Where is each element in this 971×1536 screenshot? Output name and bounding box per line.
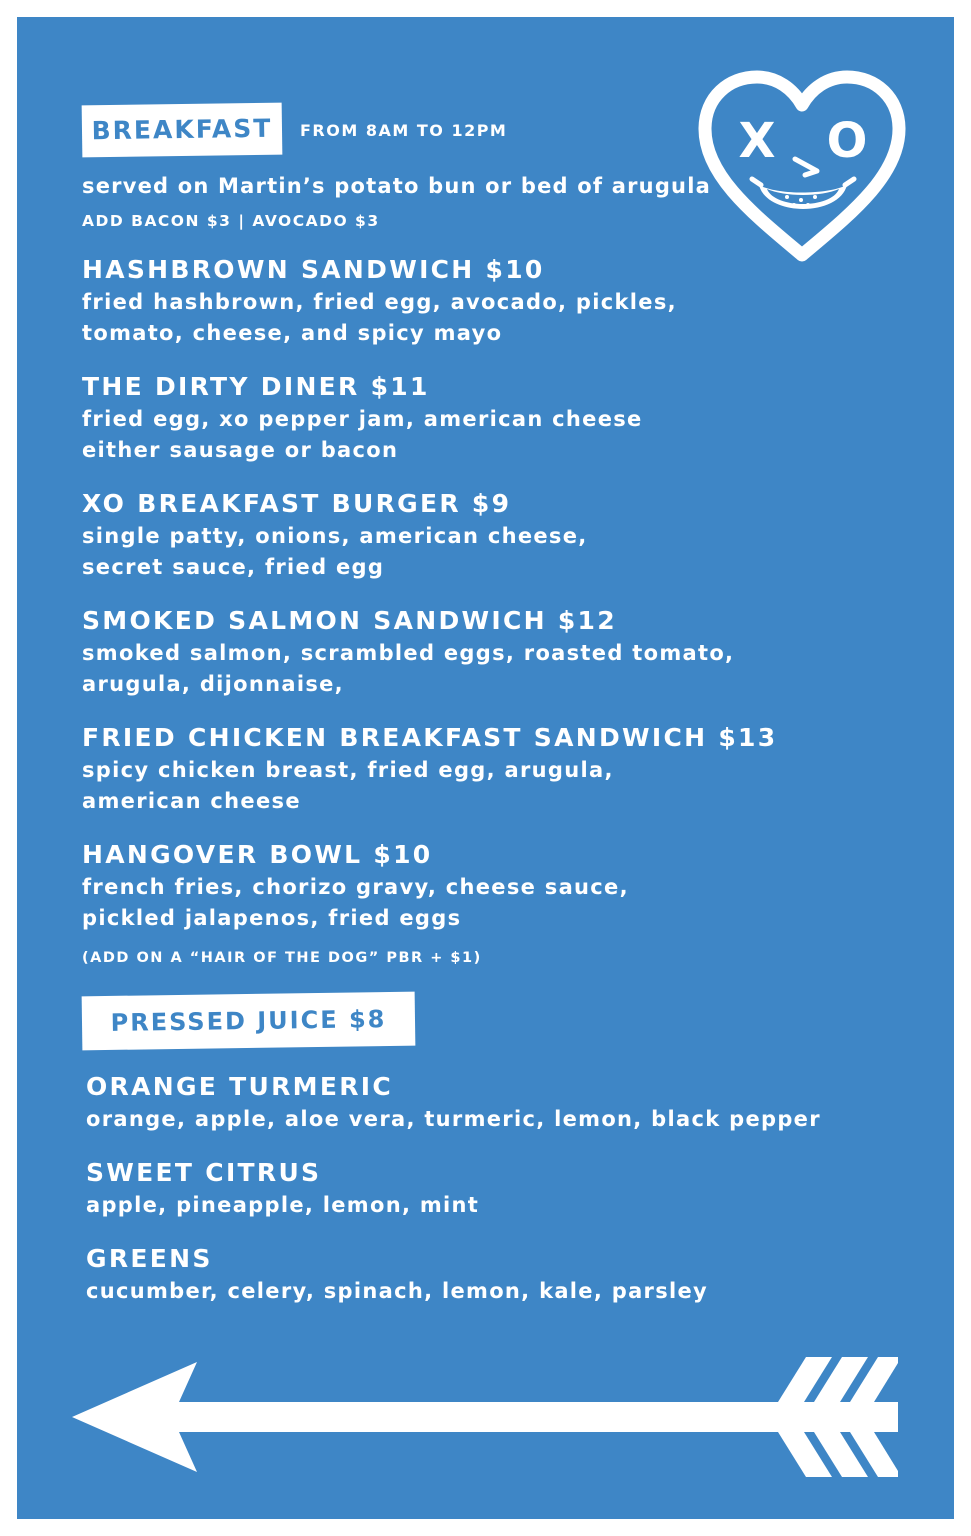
juice-item-desc: cucumber, celery, spinach, lemon, kale, parsley: [86, 1279, 709, 1303]
menu-item-desc: either sausage or bacon: [82, 438, 399, 462]
juice-item-desc: apple, pineapple, lemon, mint: [86, 1193, 480, 1217]
breakfast-label: BREAKFAST: [82, 103, 283, 158]
breakfast-addons: ADD BACON $3 | AVOCADO $3: [82, 212, 380, 230]
menu-item-desc: spicy chicken breast, fried egg, arugula,: [82, 758, 614, 782]
pressed-juice-label: PRESSED JUICE $8: [82, 992, 416, 1051]
menu-item-desc: fried egg, xo pepper jam, american cheese: [82, 407, 643, 431]
menu-item-desc: fried hashbrown, fried egg, avocado, pickles,: [82, 290, 677, 314]
logo-x: X: [738, 113, 776, 169]
menu-item-desc: smoked salmon, scrambled eggs, roasted tomato,: [82, 641, 735, 665]
menu-item-title: SMOKED SALMON SANDWICH $12: [82, 606, 617, 635]
menu-item-desc: secret sauce, fried egg: [82, 555, 385, 579]
menu-item: [82, 838, 629, 934]
menu-item: [82, 604, 734, 700]
menu-item-desc: arugula, dijonnaise,: [82, 672, 344, 696]
menu-item-title: HANGOVER BOWL $10: [82, 840, 433, 869]
menu-item-title: HASHBROWN SANDWICH $10: [82, 255, 545, 284]
logo-o: O: [826, 113, 868, 169]
menu-item-desc: tomato, cheese, and spicy mayo: [82, 321, 503, 345]
menu-item-title: XO BREAKFAST BURGER $9: [82, 489, 512, 518]
menu-item: [82, 370, 643, 466]
juice-item-title: GREENS: [86, 1244, 213, 1273]
menu-item-desc: french fries, chorizo gravy, cheese sauce,: [82, 875, 629, 899]
juice-item: [86, 1156, 479, 1221]
juice-item-title: ORANGE TURMERIC: [86, 1072, 394, 1101]
menu-item-desc: american cheese: [82, 789, 301, 813]
breakfast-hours: FROM 8AM TO 12PM: [300, 121, 508, 140]
breakfast-intro: served on Martin’s potato bun or bed of arugula: [82, 174, 711, 198]
juice-item-desc: orange, apple, aloe vera, turmeric, lemon, black pepper: [86, 1107, 821, 1131]
left-arrow-icon: [72, 1357, 902, 1477]
juice-item: [86, 1070, 821, 1135]
juice-item-title: SWEET CITRUS: [86, 1158, 322, 1187]
menu-item-desc: single patty, onions, american cheese,: [82, 524, 588, 548]
xo-heart-face-logo-icon: [697, 67, 907, 267]
menu-item-desc: pickled jalapenos, fried eggs: [82, 906, 462, 930]
juice-item: [86, 1242, 708, 1307]
menu-item-title: THE DIRTY DINER $11: [82, 372, 430, 401]
menu-card: [17, 17, 954, 1519]
menu-item: [82, 487, 588, 583]
menu-item: [82, 721, 777, 817]
menu-item-title: FRIED CHICKEN BREAKFAST SANDWICH $13: [82, 723, 778, 752]
menu-item: [82, 253, 677, 349]
hangover-note: (ADD ON A “HAIR OF THE DOG” PBR + $1): [82, 950, 482, 966]
